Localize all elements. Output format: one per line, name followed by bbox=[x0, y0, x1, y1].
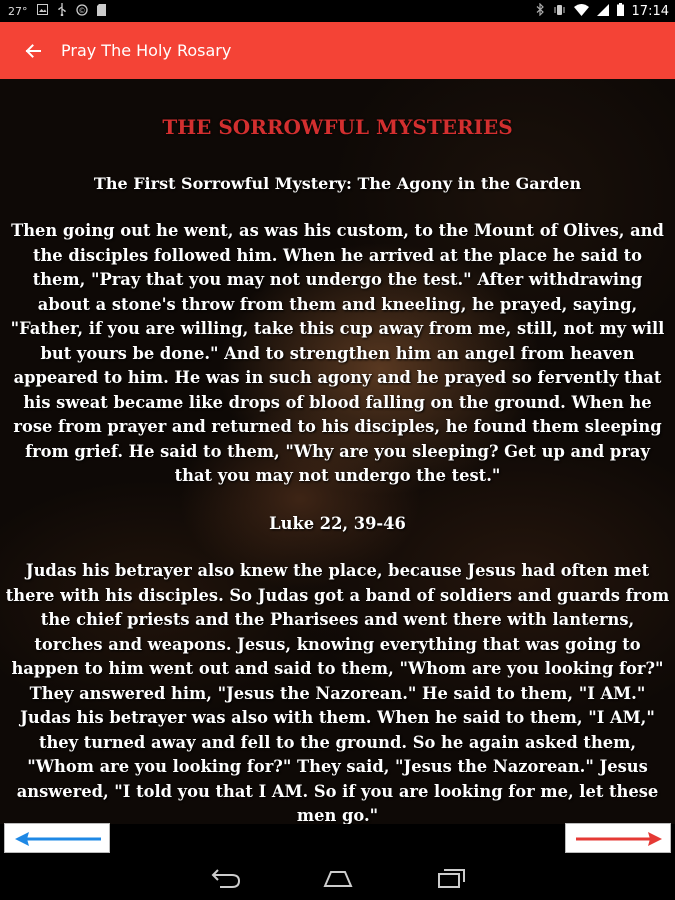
sync-icon bbox=[76, 4, 88, 21]
left-arrow-icon bbox=[13, 830, 103, 848]
mystery-text-container bbox=[0, 115, 675, 824]
scripture-paragraph-1: Then going out he went, as was his custom, to the Mount of Olives, and the disciples followed him. When he arrived at the place he said to them, "Pray that you may not undergo the test." After withdrawing about a stone's throw from them and kneeling, he prayed, saying, "Father, if you are willing, take this cup away from me, still, not my will but yours be done." And to strengthen him an angel from heaven appeared to him. He was in such agony and he prayed so fervently that his sweat became like drops of blood falling on the ground. When he rose from prayer and returned to his disciples, he found them sleeping from grief. He said to them, "Why are you sleeping? Get up and pray that you may not undergo the test." bbox=[10, 221, 665, 485]
previous-button[interactable] bbox=[4, 823, 110, 853]
vibrate-icon bbox=[553, 4, 566, 21]
system-nav-bar bbox=[0, 857, 675, 900]
sd-card-icon bbox=[97, 4, 106, 21]
usb-icon bbox=[57, 3, 67, 21]
page-title: THE SORROWFUL MYSTERIES bbox=[162, 115, 513, 139]
signal-icon bbox=[597, 4, 609, 21]
svg-text:©: © bbox=[78, 6, 85, 15]
status-bar bbox=[0, 0, 675, 22]
status-left-icons bbox=[8, 3, 106, 21]
home-icon[interactable] bbox=[322, 867, 354, 893]
app-title: Pray The Holy Rosary bbox=[61, 41, 232, 60]
right-arrow-icon bbox=[574, 830, 664, 848]
scripture-paragraph-2: Judas his betrayer also knew the place, because Jesus had often met there with his disciples. So Judas got a band of soldiers and guards from the chief priests and the Pharisees and went there with lanterns, torches and weapons. Jesus, knowing everything that was going to happen to him went out and said to them, "Whom are you looking for?" They answered him, "Jesus the Nazorean." He said to them, "I AM." Judas his betrayer was also with them. When he said to them, "I AM," they turned away and fell to the ground. So he again asked them, "Whom are you looking for?" They said, "Jesus the Nazorean." Jesus answered, "I told you that I AM. So if you are looking for me, let these men go." bbox=[5, 561, 670, 824]
status-right-icons bbox=[536, 3, 669, 21]
gallery-icon bbox=[37, 4, 48, 20]
bluetooth-icon bbox=[536, 3, 545, 21]
temperature-icon: 27° bbox=[8, 5, 28, 18]
arrow-left-icon bbox=[20, 38, 46, 64]
recents-icon[interactable] bbox=[436, 867, 468, 893]
back-button[interactable] bbox=[20, 38, 46, 64]
mystery-content[interactable] bbox=[0, 79, 675, 824]
battery-icon bbox=[617, 3, 624, 21]
mystery-title: The First Sorrowful Mystery: The Agony in the Garden bbox=[93, 174, 582, 193]
next-button[interactable] bbox=[565, 823, 671, 853]
status-clock: 17:14 bbox=[631, 4, 669, 19]
app-bar bbox=[0, 22, 675, 79]
back-icon[interactable] bbox=[210, 867, 242, 893]
wifi-icon bbox=[574, 4, 589, 21]
scripture-reference-1: Luke 22, 39-46 bbox=[269, 513, 406, 533]
